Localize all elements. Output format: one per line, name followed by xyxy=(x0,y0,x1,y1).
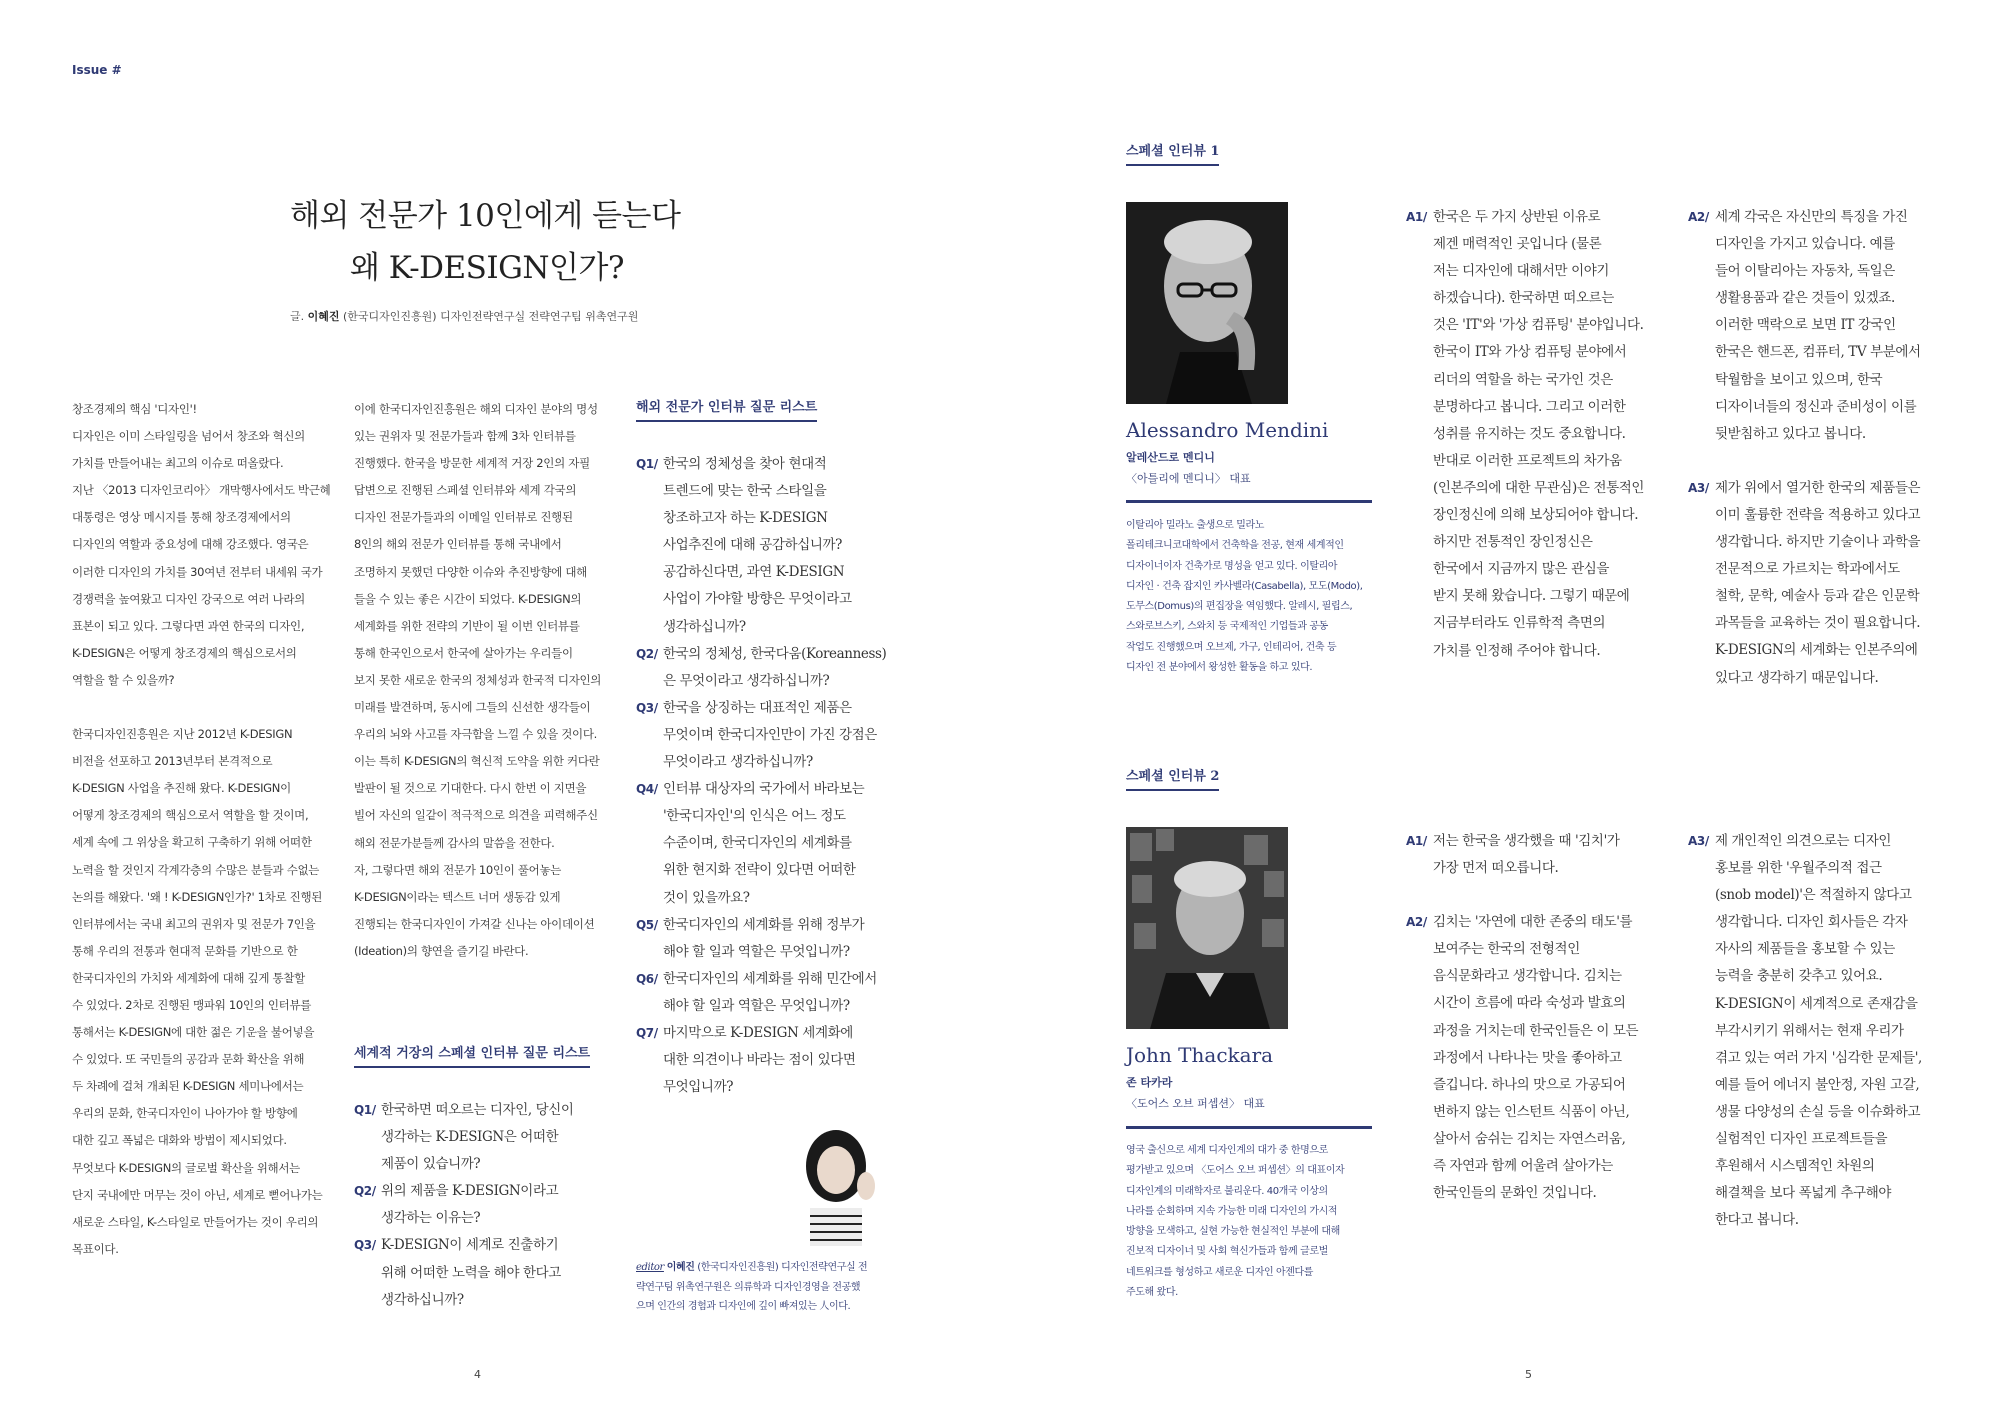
answer-item-text: K-DESIGN의 세계화는 인본주의에 xyxy=(1715,642,1918,659)
answer-item-text: 후원해서 시스템적인 차원의 xyxy=(1715,1158,1875,1175)
editor-tag: editor xyxy=(636,1262,664,1273)
question-item-text: 한국디자인의 세계화를 위해 민간에서 xyxy=(663,970,877,987)
text-line: 나라를 순회하며 지속 가능한 미래 디자인의 가시적 xyxy=(1126,1205,1338,1217)
text-line: 8인의 해외 전문가 인터뷰를 통해 국내에서 xyxy=(354,537,562,552)
column-1 xyxy=(72,396,332,1290)
byline xyxy=(290,308,638,324)
text-line: 조명하지 못했던 다양한 이슈와 추진방향에 대해 xyxy=(354,564,587,579)
text-line: 자, 그렇다면 해외 전문가 10인이 풀어놓는 xyxy=(354,862,562,877)
text-line: 디자인 · 건축 잡지인 카사벨라(Casabella), 모도(Modo), xyxy=(1126,580,1363,592)
text-line: 이탈리아 밀라노 출생으로 밀라노 xyxy=(1126,520,1264,531)
text-line: 통해 한국인으로서 한국에 살아가는 우리들이 xyxy=(354,645,573,660)
text-line: 논의를 해왔다. '왜 ! K-DESIGN인가?' 1차로 진행된 xyxy=(72,889,323,904)
interviewee-1-divider xyxy=(1126,500,1372,503)
thackara-photo xyxy=(1126,827,1288,1029)
answer-item-text: 제 개인적인 의견으로는 디자인 xyxy=(1715,833,1892,849)
question-item-text: 제품이 있습니까? xyxy=(381,1156,481,1173)
answer-item xyxy=(1406,909,1666,1207)
interviewee-1-name-en: Alessandro Mendini xyxy=(1126,418,1329,442)
question-item-text: K-DESIGN이 세계로 진출하기 xyxy=(381,1237,559,1254)
editor-name: 이혜진 xyxy=(666,1262,695,1273)
text-line: 이러한 디자인의 가치를 30여년 전부터 내세워 국가 xyxy=(72,564,323,579)
question-item-text: 공감하신다면, 과연 K-DESIGN xyxy=(663,564,845,581)
text-line: K-DESIGN이라는 텍스트 너머 생동감 있게 xyxy=(354,889,561,904)
text-line: (Ideation)의 향연을 즐기길 바란다. xyxy=(354,943,529,958)
answer-item-text: 한국에서 지금까지 많은 관심을 xyxy=(1433,561,1610,578)
text-line: 디자인 전문가들과의 이메일 인터뷰로 진행된 xyxy=(354,510,573,525)
answer-item-text: 철학, 문학, 예술사 등과 같은 인문학 xyxy=(1715,588,1920,605)
text-line: 진보적 디자이너 및 사회 혁신가들과 함께 글로벌 xyxy=(1126,1246,1328,1258)
answer-item-text: 디자인을 가지고 있습니다. 예를 xyxy=(1715,236,1895,253)
question-item-text: 한국디자인의 세계화를 위해 정부가 xyxy=(663,916,865,933)
interviewee-1-affiliation: 〈아틀리에 멘디니〉 대표 xyxy=(1126,472,1251,485)
expert-questions-list xyxy=(636,451,896,1101)
question-item xyxy=(354,1178,614,1232)
question-item-text: 은 무엇이라고 생각하십니까? xyxy=(663,672,830,689)
question-item-text: 창조하고자 하는 K-DESIGN xyxy=(663,510,828,527)
answer-item-text: 즐깁니다. 하나의 맛으로 가공되어 xyxy=(1433,1076,1626,1093)
answer-item-text: 받지 못해 왔습니다. 그렇기 때문에 xyxy=(1433,588,1630,605)
text-line: 디자인계의 미래학자로 불리운다. 40개국 이상의 xyxy=(1126,1185,1328,1197)
answer-item-text: 들어 이탈리아는 자동차, 독일은 xyxy=(1715,263,1895,280)
article-subtitle: 왜 K-DESIGN인가? xyxy=(350,250,625,286)
question-item-text: 마지막으로 K-DESIGN 세계화에 xyxy=(663,1024,853,1041)
interview-2-answers-left xyxy=(1406,828,1666,1207)
question-item-label: Q3/ xyxy=(354,1238,376,1253)
text-line: 통해 우리의 전통과 현대적 문화를 기반으로 한 xyxy=(72,943,298,958)
text-line: 통해서는 K-DESIGN에 대한 젊은 기운을 불어넣을 xyxy=(72,1025,315,1040)
text-line: 두 차례에 걸쳐 개최된 K-DESIGN 세미나에서는 xyxy=(72,1079,304,1094)
interviewee-2-bio xyxy=(1126,1141,1344,1303)
question-item-text: 트렌드에 맞는 한국 스타일을 xyxy=(663,483,827,500)
byline-affiliation: (한국디자인진흥원) 디자인전략연구실 전략연구팀 위촉연구원 xyxy=(339,310,639,323)
answer-item-text: 보여주는 한국의 전형적인 xyxy=(1433,941,1580,958)
text-line: 영국 출신으로 세계 디자인계의 대가 중 한명으로 xyxy=(1126,1145,1328,1156)
question-item-label: Q5/ xyxy=(636,917,658,932)
text-line: 지난 〈2013 디자인코리아〉 개막행사에서도 박근혜 xyxy=(72,483,331,498)
editor-text-1: (한국디자인진흥원) 디자인전략연구실 전 xyxy=(694,1262,868,1273)
question-item-text: 한국을 상징하는 대표적인 제품은 xyxy=(663,699,852,716)
answer-item-label: A2/ xyxy=(1688,210,1709,224)
text-line: 인터뷰에서는 국내 최고의 권위자 및 전문가 7인을 xyxy=(72,916,316,931)
answer-item-text: 제겐 매력적인 곳입니다 (물론 xyxy=(1433,236,1602,253)
text-line: 네트워크를 형성하고 새로운 디자인 아젠다를 xyxy=(1126,1266,1314,1278)
editor-note xyxy=(636,1258,867,1317)
question-item-label: Q1/ xyxy=(636,457,658,471)
answer-item xyxy=(1406,204,1666,665)
special-interview-questions-heading: 세계적 거장의 스페셜 인터뷰 질문 리스트 xyxy=(354,1042,590,1068)
text-line: 디자인 전 분야에서 왕성한 활동을 하고 있다. xyxy=(1126,662,1313,674)
answer-item-text: 시간이 흐름에 따라 숙성과 발효의 xyxy=(1433,995,1626,1012)
expert-questions-heading: 해외 전문가 인터뷰 질문 리스트 xyxy=(636,396,817,422)
interview-2-answers-right xyxy=(1688,828,1948,1234)
answer-item-text: 즉 자연과 함께 어울려 살아가는 xyxy=(1433,1158,1613,1175)
text-line: 세계 속에 그 위상을 확고히 구축하기 위해 어떠한 xyxy=(72,835,312,850)
answer-item-text: 음식문화라고 생각합니다. 김치는 xyxy=(1433,968,1622,985)
question-item-text: 인터뷰 대상자의 국가에서 바라보는 xyxy=(663,781,865,798)
question-item-text: 대한 의견이나 바라는 점이 있다면 xyxy=(663,1052,856,1069)
text-line: 진행했다. 한국을 방문한 세계적 거장 2인의 자필 xyxy=(354,456,590,471)
question-item-text: 위한 현지화 전략이 있다면 어떠한 xyxy=(663,862,856,879)
interviewee-2-name-ko: 존 타카라 xyxy=(1126,1076,1173,1089)
text-line: 대한 깊고 폭넓은 대화와 방법이 제시되었다. xyxy=(72,1133,287,1148)
answer-item-text: 지금부터라도 인류학적 측면의 xyxy=(1433,615,1606,632)
answer-item-text: 리더의 역할을 하는 국가인 것은 xyxy=(1433,371,1613,388)
answer-item-text: 뒷받침하고 있다고 봅니다. xyxy=(1715,425,1866,442)
text-line: 대통령은 영상 메시지를 통해 창조경제에서의 xyxy=(72,510,291,525)
answer-item-text: 생물 다양성의 손실 등을 이슈화하고 xyxy=(1715,1103,1921,1120)
page-number-right: 5 xyxy=(1525,1368,1532,1381)
text-line: 표본이 되고 있다. 그렇다면 과연 한국의 디자인, xyxy=(72,618,305,633)
answer-item-text: 세계 각국은 자신만의 특징을 가진 xyxy=(1715,209,1908,225)
question-item-text: 한국의 정체성, 한국다움(Koreanness) xyxy=(663,645,887,662)
answer-item-text: 자사의 제품들을 홍보할 수 있는 xyxy=(1715,941,1895,958)
question-item-text: 수준이며, 한국디자인의 세계화를 xyxy=(663,835,852,852)
question-item-text: 무엇입니까? xyxy=(663,1079,734,1096)
answer-item-text: 하지만 전통적인 장인정신은 xyxy=(1433,534,1593,551)
text-line: 들을 수 있는 좋은 시간이 되었다. K-DESIGN의 xyxy=(354,591,582,606)
text-line: 이는 특히 K-DESIGN의 혁신적 도약을 위한 커다란 xyxy=(354,754,600,769)
text-line: 우리의 뇌와 사고를 자극함을 느낄 수 있을 것이다. xyxy=(354,727,598,742)
text-line: 빌어 자신의 일같이 적극적으로 의견을 피력해주신 xyxy=(354,808,598,823)
special-interview-2-heading: 스페셜 인터뷰 2 xyxy=(1126,765,1219,791)
answer-item-label: A1/ xyxy=(1406,210,1427,224)
text-line: 발판이 될 것으로 기대한다. 다시 한번 이 지면을 xyxy=(354,781,587,796)
answer-item-text: (인본주의에 대한 무관심)은 전통적인 xyxy=(1433,479,1645,496)
answer-item-text: 변하지 않는 인스턴트 식품이 아닌, xyxy=(1433,1103,1630,1120)
text-line: 어떻게 창조경제의 핵심으로서 역할을 할 것이며, xyxy=(72,808,309,823)
answer-item-text: 능력을 충분히 갖추고 있어요. xyxy=(1715,968,1883,985)
intro-paragraph-1 xyxy=(72,396,332,694)
answer-item-text: 겪고 있는 여러 가지 '심각한 문제들', xyxy=(1715,1049,1922,1066)
text-line: 스와로브스키, 스와치 등 국제적인 기업들과 공동 xyxy=(1126,621,1328,633)
text-line: 단지 국내에만 머무는 것이 아닌, 세계로 뻗어나가는 xyxy=(72,1187,323,1202)
text-line: 수 있었다. 또 국민들의 공감과 문화 확산을 위해 xyxy=(72,1052,305,1067)
answer-item xyxy=(1688,475,1948,692)
text-line: 디자인은 이미 스타일링을 넘어서 창조와 혁신의 xyxy=(72,429,305,444)
text-line: 이에 한국디자인진흥원은 해외 디자인 분야의 명성 xyxy=(354,402,598,416)
byline-prefix: 글. xyxy=(290,310,308,323)
text-line: 폴리테크니코대학에서 건축학을 전공, 현재 세계적인 xyxy=(1126,540,1344,552)
question-item-text: 것이 있을까요? xyxy=(663,889,750,906)
text-line: 우리의 문화, 한국디자인이 나아가야 할 방향에 xyxy=(72,1106,298,1121)
question-item-text: 생각하십니까? xyxy=(381,1291,464,1308)
question-item-text: '한국디자인'의 인식은 어느 정도 xyxy=(663,808,846,825)
answer-item-label: A3/ xyxy=(1688,480,1709,495)
answer-item xyxy=(1406,828,1666,882)
text-line: 새로운 스타일, K-스타일로 만들어가는 것이 우리의 xyxy=(72,1214,319,1229)
answer-item-text: 이러한 맥락으로 보면 IT 강국인 xyxy=(1715,317,1896,334)
question-item xyxy=(354,1097,614,1178)
question-item-text: 생각하는 이유는? xyxy=(381,1210,481,1227)
text-line: 역할을 할 수 있을까? xyxy=(72,672,175,687)
answer-item-text: 과정에서 나타나는 맛을 좋아하고 xyxy=(1433,1049,1622,1066)
answer-item-text: (snob model)'은 적절하지 않다고 xyxy=(1715,887,1912,904)
answer-item-text: 한국인들의 문화인 것입니다. xyxy=(1433,1185,1597,1202)
question-item-label: Q4/ xyxy=(636,782,658,797)
answer-item-text: 이미 훌륭한 전략을 적용하고 있다고 xyxy=(1715,506,1921,523)
question-item xyxy=(636,1020,896,1101)
question-item-label: Q2/ xyxy=(354,1184,376,1199)
answer-item xyxy=(1688,204,1948,448)
answer-item-text: 살아서 숨쉬는 김치는 자연스러움, xyxy=(1433,1130,1626,1147)
article-title: 해외 전문가 10인에게 듣는다 xyxy=(290,198,681,234)
answer-item-text: 것은 'IT'와 '가상 컴퓨팅' 분야입니다. xyxy=(1433,317,1644,334)
text-line: 해외 전문가분들께 감사의 말씀을 전한다. xyxy=(354,835,555,850)
question-item-text: 무엇이며 한국디자인만이 가진 강점은 xyxy=(663,726,877,743)
question-item-text: 무엇이라고 생각하십니까? xyxy=(663,754,813,771)
text-line: 방향을 모색하고, 실현 가능한 현실적인 부분에 대해 xyxy=(1126,1226,1340,1238)
text-line: 가치를 만들어내는 최고의 이슈로 떠올랐다. xyxy=(72,456,284,471)
text-line: 비전을 선포하고 2013년부터 본격적으로 xyxy=(72,754,273,769)
text-line: 세계화를 위한 전략의 기반이 될 이번 인터뷰를 xyxy=(354,618,580,633)
text-line: 한국디자인진흥원은 지난 2012년 K-DESIGN xyxy=(72,727,293,742)
text-line: 수 있었다. 2차로 진행된 맹파워 10인의 인터뷰를 xyxy=(72,997,312,1012)
question-item-text: 한국의 정체성을 찾아 현대적 xyxy=(663,456,827,472)
question-item-text: 사업이 가야할 방향은 무엇이라고 xyxy=(663,591,852,608)
editor-note-line-1 xyxy=(636,1258,867,1278)
answer-item-text: 실험적인 디자인 프로젝트들을 xyxy=(1715,1131,1888,1148)
answer-item-text: 과목들을 교육하는 것이 필요합니다. xyxy=(1715,615,1921,632)
answer-item-text: 분명하다고 봅니다. 그리고 이러한 xyxy=(1433,398,1626,415)
editor-text-2: 략연구팀 위촉연구원은 의류학과 디자인경영을 전공했 xyxy=(636,1281,861,1293)
answer-item-text: 한국은 핸드폰, 컴퓨터, TV 부분에서 xyxy=(1715,344,1921,361)
text-line: 한국디자인의 가치와 세계화에 대해 깊게 통찰할 xyxy=(72,970,305,985)
answer-item-text: 김치는 '자연에 대한 존중의 태도'를 xyxy=(1433,914,1633,931)
answer-item-text: 과정을 거치는데 한국인들은 이 모든 xyxy=(1433,1022,1639,1039)
answer-item-text: 가장 먼저 떠오릅니다. xyxy=(1433,860,1559,877)
interviewee-1-name-ko: 알레산드로 멘디니 xyxy=(1126,451,1215,464)
answer-item-text: 해결책을 보다 폭넓게 추구해야 xyxy=(1715,1185,1892,1202)
question-item-text: 한국하면 떠오르는 디자인, 당신이 xyxy=(381,1102,574,1118)
text-line: K-DESIGN 사업을 추진해 왔다. K-DESIGN이 xyxy=(72,781,291,796)
text-line: 작업도 진행했으며 오브제, 가구, 인테리어, 건축 등 xyxy=(1126,641,1337,653)
text-line: 창조경제의 핵심 '디자인'! xyxy=(72,402,197,416)
page-number-left: 4 xyxy=(474,1368,481,1381)
question-item xyxy=(636,641,896,695)
question-item-label: Q1/ xyxy=(354,1103,376,1117)
answer-item-text: 예를 들어 에너지 불안정, 자원 고갈, xyxy=(1715,1076,1920,1093)
text-line: 답변으로 진행된 스페셜 인터뷰와 세계 각국의 xyxy=(354,483,577,498)
question-item-text: 해야 할 일과 역할은 무엇입니까? xyxy=(663,997,850,1014)
question-item-text: 해야 할 일과 역할은 무엇입니까? xyxy=(663,943,850,960)
question-item xyxy=(636,776,896,911)
question-item-label: Q3/ xyxy=(636,700,658,715)
column-2 xyxy=(354,396,614,992)
text-line: 목표이다. xyxy=(72,1241,119,1256)
interviewee-2-affiliation: 〈도어스 오브 퍼셉션〉 대표 xyxy=(1126,1097,1265,1110)
answer-item-text: 디자이너들의 정신과 준비성이 이를 xyxy=(1715,398,1917,415)
text-line: 진행되는 한국디자인이 가져갈 신나는 아이데이션 xyxy=(354,916,595,931)
question-item xyxy=(636,966,896,1020)
answer-item-text: 한국이 IT와 가상 컴퓨팅 분야에서 xyxy=(1433,344,1627,361)
special-interview-1-heading: 스페셜 인터뷰 1 xyxy=(1126,140,1219,166)
answer-item-text: 홍보를 위한 '우월주의적 접근 xyxy=(1715,860,1882,877)
answer-item-text: 있다고 생각하기 때문입니다. xyxy=(1715,669,1879,686)
answer-item-text: 탁월함을 보이고 있으며, 한국 xyxy=(1715,371,1883,388)
question-item-label: Q2/ xyxy=(636,646,658,661)
editor-photo xyxy=(788,1120,884,1246)
text-line: 디자인의 역할과 중요성에 대해 강조했다. 영국은 xyxy=(72,537,309,552)
answer-item-text: 전문적으로 가르치는 학과에서도 xyxy=(1715,561,1900,578)
text-line: 노력을 할 것인지 각계각층의 수많은 분들과 수없는 xyxy=(72,862,320,877)
answer-item xyxy=(1688,828,1948,1234)
interview-1-answers-right xyxy=(1688,204,1948,692)
answer-item-text: 저는 디자인에 대해서만 이야기 xyxy=(1433,263,1610,280)
text-line: 도무스(Domus)의 편집장을 역임했다. 알레시, 필립스, xyxy=(1126,601,1353,613)
answer-item-text: 저는 한국을 생각했을 때 '김치'가 xyxy=(1433,833,1620,849)
answer-item-text: 부각시키기 위해서는 현재 우리가 xyxy=(1715,1022,1904,1039)
question-item-label: Q6/ xyxy=(636,971,658,986)
special-questions-list xyxy=(354,1097,614,1314)
answer-item-text: 생활용품과 같은 것들이 있겠죠. xyxy=(1715,290,1895,307)
answer-item-label: A2/ xyxy=(1406,915,1427,930)
answer-item-text: K-DESIGN이 세계적으로 존재감을 xyxy=(1715,995,1918,1012)
question-item-text: 사업추진에 대해 공감하십니까? xyxy=(663,537,842,554)
interviewee-1-bio xyxy=(1126,516,1363,678)
text-line: 평가받고 있으며 〈도어스 오브 퍼셉션〉의 대표이자 xyxy=(1126,1165,1345,1177)
answer-item-text: 한다고 봅니다. xyxy=(1715,1212,1799,1229)
text-line: 디자이너이자 건축가로 명성을 얻고 있다. 이탈리아 xyxy=(1126,560,1338,572)
question-item-text: 위의 제품을 K-DESIGN이라고 xyxy=(381,1183,559,1200)
text-line: 있는 권위자 및 전문가들과 함께 3차 인터뷰를 xyxy=(354,429,576,444)
issue-label: Issue # xyxy=(72,63,122,77)
answer-item-text: 제가 위에서 열거한 한국의 제품들은 xyxy=(1715,479,1921,496)
intro-paragraph-2 xyxy=(72,721,332,1263)
question-item-label: Q7/ xyxy=(636,1025,658,1040)
question-item xyxy=(636,695,896,776)
answer-item-text: 성취를 유지하는 것도 중요합니다. xyxy=(1433,425,1626,442)
interviewee-2-name-en: John Thackara xyxy=(1126,1043,1274,1067)
answer-item-text: 장인정신에 의해 보상되어야 합니다. xyxy=(1433,507,1639,524)
answer-item-text: 하겠습니다). 한국하면 떠오르는 xyxy=(1433,290,1614,307)
byline-author: 이혜진 xyxy=(307,310,340,323)
intro-paragraph-3 xyxy=(354,396,614,965)
question-item-text: 생각하는 K-DESIGN은 어떠한 xyxy=(381,1129,559,1146)
answer-item-text: 생각합니다. 디자인 회사들은 각자 xyxy=(1715,914,1908,931)
answer-item-text: 반대로 이러한 프로젝트의 차가움 xyxy=(1433,452,1622,469)
answer-item-label: A1/ xyxy=(1406,834,1427,848)
answer-item-label: A3/ xyxy=(1688,834,1709,848)
text-line: 주도해 왔다. xyxy=(1126,1287,1178,1299)
question-item xyxy=(354,1232,614,1313)
answer-item-text: 한국은 두 가지 상반된 이유로 xyxy=(1433,209,1601,225)
text-line: 미래를 발견하며, 동시에 그들의 신선한 생각들이 xyxy=(354,700,591,715)
question-item-text: 위해 어떠한 노력을 해야 한다고 xyxy=(381,1264,561,1281)
question-item-text: 생각하십니까? xyxy=(663,618,746,635)
text-line: 무엇보다 K-DESIGN의 글로벌 확산을 위해서는 xyxy=(72,1160,300,1175)
text-line: 경쟁력을 높여왔고 디자인 강국으로 여러 나라의 xyxy=(72,591,305,606)
text-line: 보지 못한 새로운 한국의 정체성과 한국적 디자인의 xyxy=(354,672,602,687)
interview-1-answers-left xyxy=(1406,204,1666,665)
question-item xyxy=(636,912,896,966)
interviewee-2-divider xyxy=(1126,1126,1372,1129)
mendini-photo xyxy=(1126,202,1288,404)
answer-item-text: 가치를 인정해 주어야 합니다. xyxy=(1433,642,1601,659)
question-item xyxy=(636,451,896,641)
answer-item-text: 생각합니다. 하지만 기술이나 과학을 xyxy=(1715,534,1921,551)
text-line: K-DESIGN은 어떻게 창조경제의 핵심으로서의 xyxy=(72,645,297,660)
editor-text-3: 으며 인간의 경험과 디자인에 깊이 빠져있는 人이다. xyxy=(636,1301,851,1312)
